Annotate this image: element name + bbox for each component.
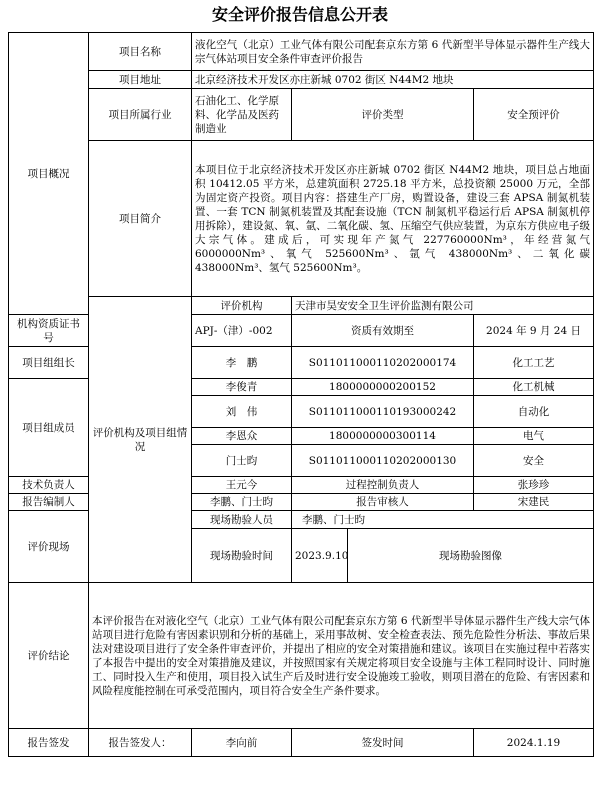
site-staff-label: 现场勘验人员 bbox=[192, 511, 292, 529]
intro-label: 项目简介 bbox=[89, 141, 192, 297]
member-cert-no: S011011000110202000130 bbox=[292, 445, 474, 477]
reviewer-value: 宋建民 bbox=[474, 494, 594, 511]
valid-value: 2024 年 9 月 24 日 bbox=[474, 315, 594, 347]
member-name: 门士昀 bbox=[192, 445, 292, 477]
writer-label: 报告编制人 bbox=[9, 494, 89, 511]
signer-value: 李向前 bbox=[192, 729, 292, 757]
member-name: 李恩众 bbox=[192, 428, 292, 445]
agency-label: 评价机构 bbox=[192, 297, 292, 315]
intro-value: 本项目位于北京经济技术开发区亦庄新城 0702 街区 N44M2 地块，项目总占地面积 10412.05 平方米，总建筑面积 2725.18 平方米，总投资额 25000 万元，全部为固定资产投资。项目内容：搭建生产厂房，购置设备，建设三套 APSA 制氮机装置、一套 TCN 制氮机装置及其配套设施（TCN 制氮机平稳运行后 APSA 制氮机停用拆除），建设氮、氧、氩、二氧化碳、氢、压缩空气供应装置，为京东方供应电子级大宗气体。建成后，可实现年产氮气 227760000Nm³，年经营氮气 6000000Nm³、氧气 525600Nm³、氩气 438000Nm³、二氧化碳 438000Nm³、氢气 525600Nm³。 bbox=[192, 141, 594, 297]
section-conclusion: 评价结论 bbox=[9, 583, 89, 729]
conclusion-text: 本评价报告在对液化空气（北京）工业气体有限公司配套京东方第 6 代新型半导体显示器件生产线大宗气体站项目进行危险有害因素识别和分析的基础上，采用事故树、安全检查表法、预先危险性分析法、事故后果法对建设项目进行了安全条件审查评价，并提出了相应的安全对策措施和建议。该项目在实施过程中若落实了本报告中提出的安全对策措施及建议，并按照国家有关规定将项目安全设施与主体工程同时设计、同时施工、同时投入生产和使用，项目投入试生产后及时进行安全设施竣工验收，则项目潜在的危险、有害因素和风险程度能控制在可承受范围内，项目符合安全生产条件要求。 bbox=[89, 583, 594, 729]
reviewer-label: 报告审核人 bbox=[292, 494, 474, 511]
industry-value: 石油化工、化学原料、化学品及医药制造业 bbox=[192, 89, 292, 141]
info-table bbox=[8, 32, 594, 757]
leader-specialty: 化工工艺 bbox=[474, 347, 594, 379]
leader-name: 李 鹏 bbox=[192, 347, 292, 379]
writer-value: 李鹏、门士昀 bbox=[192, 494, 292, 511]
agency-value: 天津市昊安安全卫生评价监测有限公司 bbox=[292, 297, 594, 315]
member-name: 李俊青 bbox=[192, 379, 292, 396]
member-cert-no: 1800000000200152 bbox=[292, 379, 474, 396]
signer-label: 报告签发人： bbox=[89, 729, 192, 757]
section-overview: 项目概况 bbox=[9, 33, 89, 315]
member-specialty: 化工机械 bbox=[474, 379, 594, 396]
member-specialty: 电气 bbox=[474, 428, 594, 445]
member-name: 刘 伟 bbox=[192, 396, 292, 428]
eval-type-value: 安全预评价 bbox=[474, 89, 594, 141]
site-image-label: 现场勘验图像 bbox=[348, 529, 594, 583]
page-title: 安全评价报告信息公开表 bbox=[211, 5, 388, 24]
process-lead-value: 张珍珍 bbox=[474, 477, 594, 494]
project-address-value: 北京经济技术开发区亦庄新城 0702 街区 N44M2 地块 bbox=[192, 71, 594, 89]
project-name-label: 项目名称 bbox=[89, 33, 192, 71]
industry-label: 项目所属行业 bbox=[89, 89, 192, 141]
site-time-label: 现场勘验时间 bbox=[192, 529, 292, 583]
member-specialty: 安全 bbox=[474, 445, 594, 477]
sign-time-label: 签发时间 bbox=[292, 729, 474, 757]
project-address-label: 项目地址 bbox=[89, 71, 192, 89]
site-time-value: 2023.9.10 bbox=[292, 529, 348, 583]
section-sign: 报告签发 bbox=[9, 729, 89, 757]
sign-time-value: 2024.1.19 bbox=[474, 729, 594, 757]
project-name-value: 液化空气（北京）工业气体有限公司配套京东方第 6 代新型半导体显示器件生产线大宗气体站项目安全条件审查评价报告 bbox=[192, 33, 594, 71]
section-org: 评价机构及项目组情况 bbox=[89, 297, 192, 583]
cert-value: APJ-（津）-002 bbox=[192, 315, 292, 347]
cert-label: 机构资质证书号 bbox=[9, 315, 89, 347]
section-site: 评价现场 bbox=[9, 511, 89, 583]
member-cert-no: 1800000000300114 bbox=[292, 428, 474, 445]
tech-lead-value: 王元今 bbox=[192, 477, 292, 494]
site-staff-value: 李鹏、门士昀 bbox=[292, 511, 594, 529]
process-lead-label: 过程控制负责人 bbox=[292, 477, 474, 494]
eval-type-label: 评价类型 bbox=[292, 89, 474, 141]
valid-label: 资质有效期至 bbox=[292, 315, 474, 347]
leader-cert-no: S011011000110202000174 bbox=[292, 347, 474, 379]
member-specialty: 自动化 bbox=[474, 396, 594, 428]
leader-label: 项目组组长 bbox=[9, 347, 89, 379]
member-cert-no: S011011000110193000242 bbox=[292, 396, 474, 428]
tech-lead-label: 技术负责人 bbox=[9, 477, 89, 494]
members-label: 项目组成员 bbox=[9, 379, 89, 477]
